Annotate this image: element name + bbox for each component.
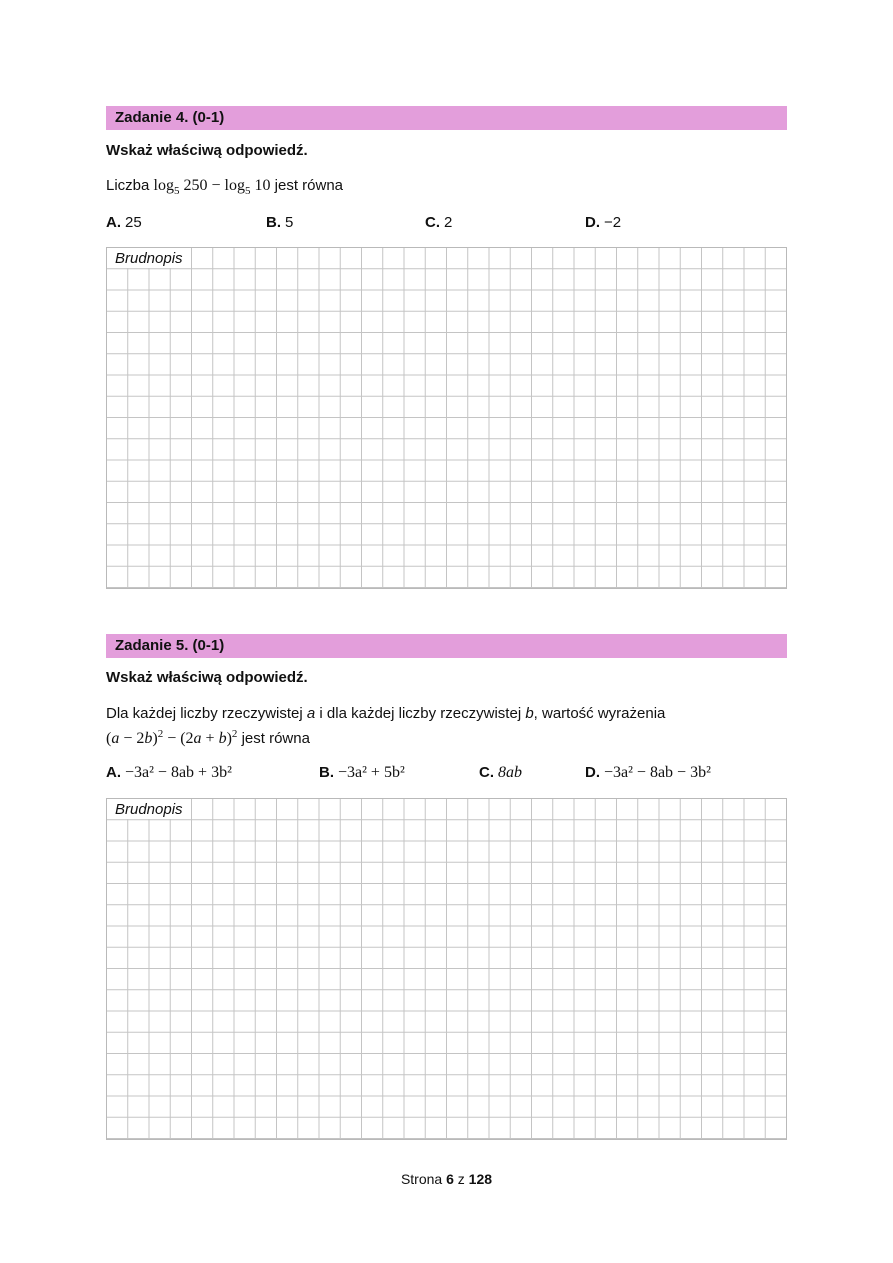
option-letter: B. [266,214,281,231]
task4-instruction: Wskaż właściwą odpowiedź. [106,142,308,159]
task5-option-c[interactable] [479,764,522,782]
task5-header: Zadanie 5. (0-1) [106,634,787,658]
task4-expression [153,177,271,197]
task4-option-d[interactable] [585,214,621,231]
task4-question [106,177,343,197]
task5-question-line2 [106,728,310,748]
footer-total-pages: 128 [468,1171,493,1187]
option-value: −3a² − 8ab + 3b² [125,764,232,781]
log-arg-1: 250 [183,177,208,194]
task4-scratch-label: Brudnopis [107,248,187,268]
log-symbol: log [153,177,174,194]
task5-instruction: Wskaż właściwą odpowiedź. [106,669,308,686]
log-base: 5 [244,185,251,197]
option-letter: B. [319,764,334,781]
log-symbol: log [224,177,245,194]
option-letter: D. [585,214,600,231]
task5-question-text: i dla każdej liczby rzeczywistej [319,705,522,722]
option-value: −2 [604,214,622,231]
task5-option-a[interactable] [106,764,232,782]
task5-expression: $(a - 2b)^2 - (2a + b)^2$ [106,728,238,747]
task5-question-text: , wartość wyrażenia [533,705,666,722]
option-value: −3a² − 8ab − 3b² [604,764,711,781]
task5-scratch-grid[interactable] [106,798,787,1140]
option-value: −3a² + 5b² [338,764,405,781]
footer-prefix: Strona [400,1171,443,1187]
task4-option-a[interactable] [106,214,142,231]
footer-page-number: 6 [446,1171,454,1187]
task5-option-b[interactable] [319,764,405,782]
task4-header: Zadanie 4. (0-1) [106,106,787,130]
option-value: 8ab [498,764,522,781]
task5-question-line1 [106,705,665,722]
option-letter: C. [479,764,494,781]
option-value: 2 [444,214,453,231]
variable-a: a [306,705,316,722]
task4-scratch-grid[interactable] [106,247,787,589]
minus-sign: − [211,177,221,194]
task4-option-c[interactable] [425,214,452,231]
task4-option-b[interactable] [266,214,293,231]
footer-separator: z [457,1171,465,1187]
variable-b: b [525,705,534,722]
task4-question-lead: Liczba [106,177,150,194]
task5-question-text: Dla każdej liczby rzeczywistej [106,705,303,722]
option-letter: C. [425,214,440,231]
task4-question-tail: jest równa [274,177,344,194]
option-value: 5 [285,214,294,231]
log-base: 5 [173,185,180,197]
task5-question-tail: jest równa [241,730,310,747]
option-letter: A. [106,764,121,781]
task5-option-d[interactable] [585,764,711,782]
option-letter: A. [106,214,121,231]
option-value: 25 [125,214,142,231]
log-arg-2: 10 [254,177,271,194]
task5-scratch-label: Brudnopis [107,799,187,819]
option-letter: D. [585,764,600,781]
page-footer [0,1171,893,1187]
